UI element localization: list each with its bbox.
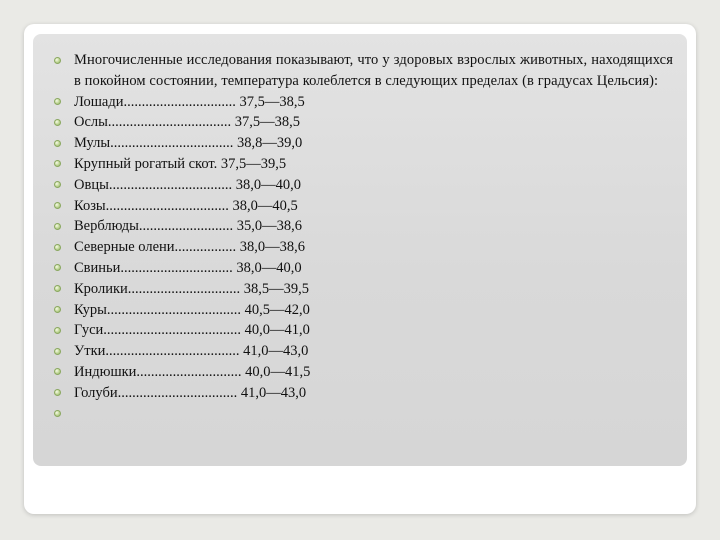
bullet-dot-icon <box>54 202 61 209</box>
list-item-text: Северные олени................. 38,0—38,6 <box>74 239 306 256</box>
bullet-dot-icon <box>54 348 61 355</box>
bullet-dot-icon <box>54 306 61 313</box>
content-panel <box>33 34 687 466</box>
bullet-dot-icon <box>54 119 61 126</box>
list-item-text: Голуби................................. 41,0—43,0 <box>74 384 307 401</box>
list-item-chickens <box>33 300 687 321</box>
list-item-text: Утки..................................... 41,0—43,0 <box>74 343 309 360</box>
bullet-dot-icon <box>54 181 61 188</box>
list-item-horses <box>33 92 687 113</box>
list-item-text: Мулы.................................. 38,8—39,0 <box>74 135 303 152</box>
list-item-empty <box>33 404 687 425</box>
list-item-text: Верблюды.......................... 35,0—38,6 <box>74 218 302 235</box>
list-item-text: Козы.................................. 38,0—40,5 <box>74 197 298 214</box>
list-item-mules <box>33 133 687 154</box>
bullet-dot-icon <box>54 57 61 64</box>
bullet-dot-icon <box>54 223 61 230</box>
bullet-dot-icon <box>54 264 61 271</box>
intro-text: Многочисленные исследования показывают, что у здоровых взрослых животных, находящихся в покойном состоянии, температура колеблется в следующих пределах (в градусах Цельсия): <box>74 52 673 89</box>
list-item-donkeys <box>33 112 687 133</box>
bullet-dot-icon <box>54 244 61 251</box>
bullet-dot-icon <box>54 98 61 105</box>
bullet-dot-icon <box>54 410 61 417</box>
list-item-text: Индюшки............................. 40,0—41,5 <box>74 363 311 380</box>
bullet-dot-icon <box>54 160 61 167</box>
list-item-rabbits <box>33 279 687 300</box>
list-item-text: Крупный рогатый скот. 37,5—39,5 <box>74 155 287 172</box>
list-item-cattle <box>33 154 687 175</box>
list-item-ducks <box>33 341 687 362</box>
list-item-pigeons <box>33 383 687 404</box>
bullet-dot-icon <box>54 389 61 396</box>
list-item-geese <box>33 320 687 341</box>
bullet-dot-icon <box>54 285 61 292</box>
intro-paragraph <box>33 50 687 92</box>
list-item-pigs <box>33 258 687 279</box>
list-item-text: Гуси...................................... 40,0—41,0 <box>74 322 310 339</box>
list-item-text: Куры..................................... 40,5—42,0 <box>74 301 310 318</box>
list-item-turkeys <box>33 362 687 383</box>
list-item-camels <box>33 216 687 237</box>
list-item-text: Свиньи............................... 38,0—40,0 <box>74 259 302 276</box>
bullet-dot-icon <box>54 368 61 375</box>
list-item-text: Овцы.................................. 38,0—40,0 <box>74 176 301 193</box>
bullet-list <box>33 50 687 424</box>
list-item-text: Лошади............................... 37,5—38,5 <box>74 93 305 110</box>
bullet-dot-icon <box>54 327 61 334</box>
bullet-dot-icon <box>54 140 61 147</box>
list-item-reindeer <box>33 237 687 258</box>
list-item-text: Кролики............................... 38,5—39,5 <box>74 280 310 297</box>
list-item-sheep <box>33 175 687 196</box>
list-item-text: Ослы.................................. 37,5—38,5 <box>74 114 301 131</box>
list-item-goats <box>33 196 687 217</box>
